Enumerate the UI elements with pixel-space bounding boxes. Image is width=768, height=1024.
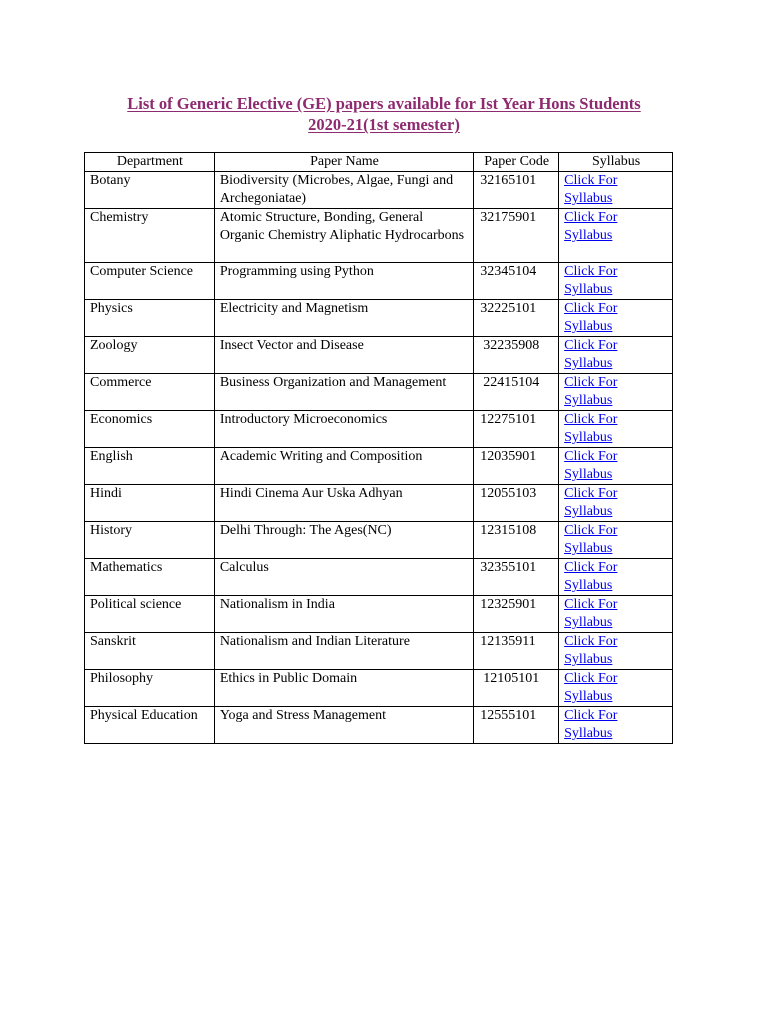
department-cell: Philosophy [85,670,215,707]
department-cell: Sanskrit [85,633,215,670]
paper-code-cell: 12135911 [474,633,559,670]
syllabus-cell [559,485,673,522]
department-cell: Botany [85,172,215,209]
syllabus-link[interactable]: Click For Syllabus [564,560,618,593]
syllabus-link[interactable]: Click For Syllabus [564,173,618,206]
paper-code-cell: 32225101 [474,300,559,337]
paper-name-cell: Electricity and Magnetism [214,300,473,337]
table-row [85,172,673,209]
table-row [85,596,673,633]
department-cell: Zoology [85,337,215,374]
table-row [85,263,673,300]
paper-code-cell: 12035901 [474,448,559,485]
table-row [85,485,673,522]
department-cell: Physics [85,300,215,337]
paper-name-cell: Business Organization and Management [214,374,473,411]
paper-code-cell: 12105101 [474,670,559,707]
syllabus-link[interactable]: Click For Syllabus [564,671,618,704]
syllabus-cell [559,209,673,263]
paper-name-cell: Hindi Cinema Aur Uska Adhyan [214,485,473,522]
paper-name-cell: Yoga and Stress Management [214,707,473,744]
syllabus-link[interactable]: Click For Syllabus [564,449,618,482]
title-line-1: List of Generic Elective (GE) papers available for Ist Year Hons Students [127,94,641,113]
table-row [85,559,673,596]
paper-code-cell: 32165101 [474,172,559,209]
header-syllabus: Syllabus [559,153,673,172]
department-cell: History [85,522,215,559]
table-row [85,374,673,411]
syllabus-cell [559,707,673,744]
syllabus-link[interactable]: Click For Syllabus [564,486,618,519]
table-row [85,337,673,374]
paper-code-cell: 12275101 [474,411,559,448]
paper-code-cell: 32235908 [474,337,559,374]
table-header-row [85,153,673,172]
table-row [85,522,673,559]
department-cell: Political science [85,596,215,633]
table-row [85,411,673,448]
paper-code-cell: 22415104 [474,374,559,411]
department-cell: Economics [85,411,215,448]
department-cell: Hindi [85,485,215,522]
paper-code-cell: 12315108 [474,522,559,559]
department-cell: Commerce [85,374,215,411]
paper-code-cell: 32345104 [474,263,559,300]
syllabus-link[interactable]: Click For Syllabus [564,264,618,297]
syllabus-cell [559,670,673,707]
paper-name-cell: Programming using Python [214,263,473,300]
paper-name-cell: Academic Writing and Composition [214,448,473,485]
paper-name-cell: Atomic Structure, Bonding, General Organic Chemistry Aliphatic Hydrocarbons [214,209,473,263]
syllabus-cell [559,263,673,300]
paper-name-cell: Ethics in Public Domain [214,670,473,707]
syllabus-cell [559,374,673,411]
table-row [85,209,673,263]
paper-code-cell: 32175901 [474,209,559,263]
department-cell: Mathematics [85,559,215,596]
table-row [85,633,673,670]
syllabus-link[interactable]: Click For Syllabus [564,634,618,667]
paper-name-cell: Nationalism in India [214,596,473,633]
header-department: Department [85,153,215,172]
department-cell: English [85,448,215,485]
syllabus-cell [559,559,673,596]
paper-name-cell: Insect Vector and Disease [214,337,473,374]
department-cell: Computer Science [85,263,215,300]
syllabus-link[interactable]: Click For Syllabus [564,523,618,556]
syllabus-cell [559,633,673,670]
paper-code-cell: 32355101 [474,559,559,596]
department-cell: Chemistry [85,209,215,263]
syllabus-link[interactable]: Click For Syllabus [564,375,618,408]
paper-name-cell: Nationalism and Indian Literature [214,633,473,670]
paper-name-cell: Calculus [214,559,473,596]
syllabus-link[interactable]: Click For Syllabus [564,708,618,741]
syllabus-cell [559,300,673,337]
department-cell: Physical Education [85,707,215,744]
syllabus-link[interactable]: Click For Syllabus [564,301,618,334]
table-row [85,707,673,744]
syllabus-cell [559,172,673,209]
syllabus-cell [559,522,673,559]
syllabus-link[interactable]: Click For Syllabus [564,338,618,371]
syllabus-cell [559,337,673,374]
ge-papers-table [84,152,673,744]
syllabus-cell [559,448,673,485]
syllabus-cell [559,596,673,633]
title-line-2: 2020-21(1st semester) [308,115,460,134]
paper-code-cell: 12325901 [474,596,559,633]
header-paper-code: Paper Code [474,153,559,172]
paper-name-cell: Delhi Through: The Ages(NC) [214,522,473,559]
paper-code-cell: 12055103 [474,485,559,522]
syllabus-link[interactable]: Click For Syllabus [564,412,618,445]
table-row [85,670,673,707]
syllabus-link[interactable]: Click For Syllabus [564,210,618,243]
document-title [0,93,768,135]
header-paper-name: Paper Name [214,153,473,172]
syllabus-cell [559,411,673,448]
paper-name-cell: Introductory Microeconomics [214,411,473,448]
table-row [85,448,673,485]
syllabus-link[interactable]: Click For Syllabus [564,597,618,630]
paper-name-cell: Biodiversity (Microbes, Algae, Fungi and Archegoniatae) [214,172,473,209]
table-row [85,300,673,337]
paper-code-cell: 12555101 [474,707,559,744]
